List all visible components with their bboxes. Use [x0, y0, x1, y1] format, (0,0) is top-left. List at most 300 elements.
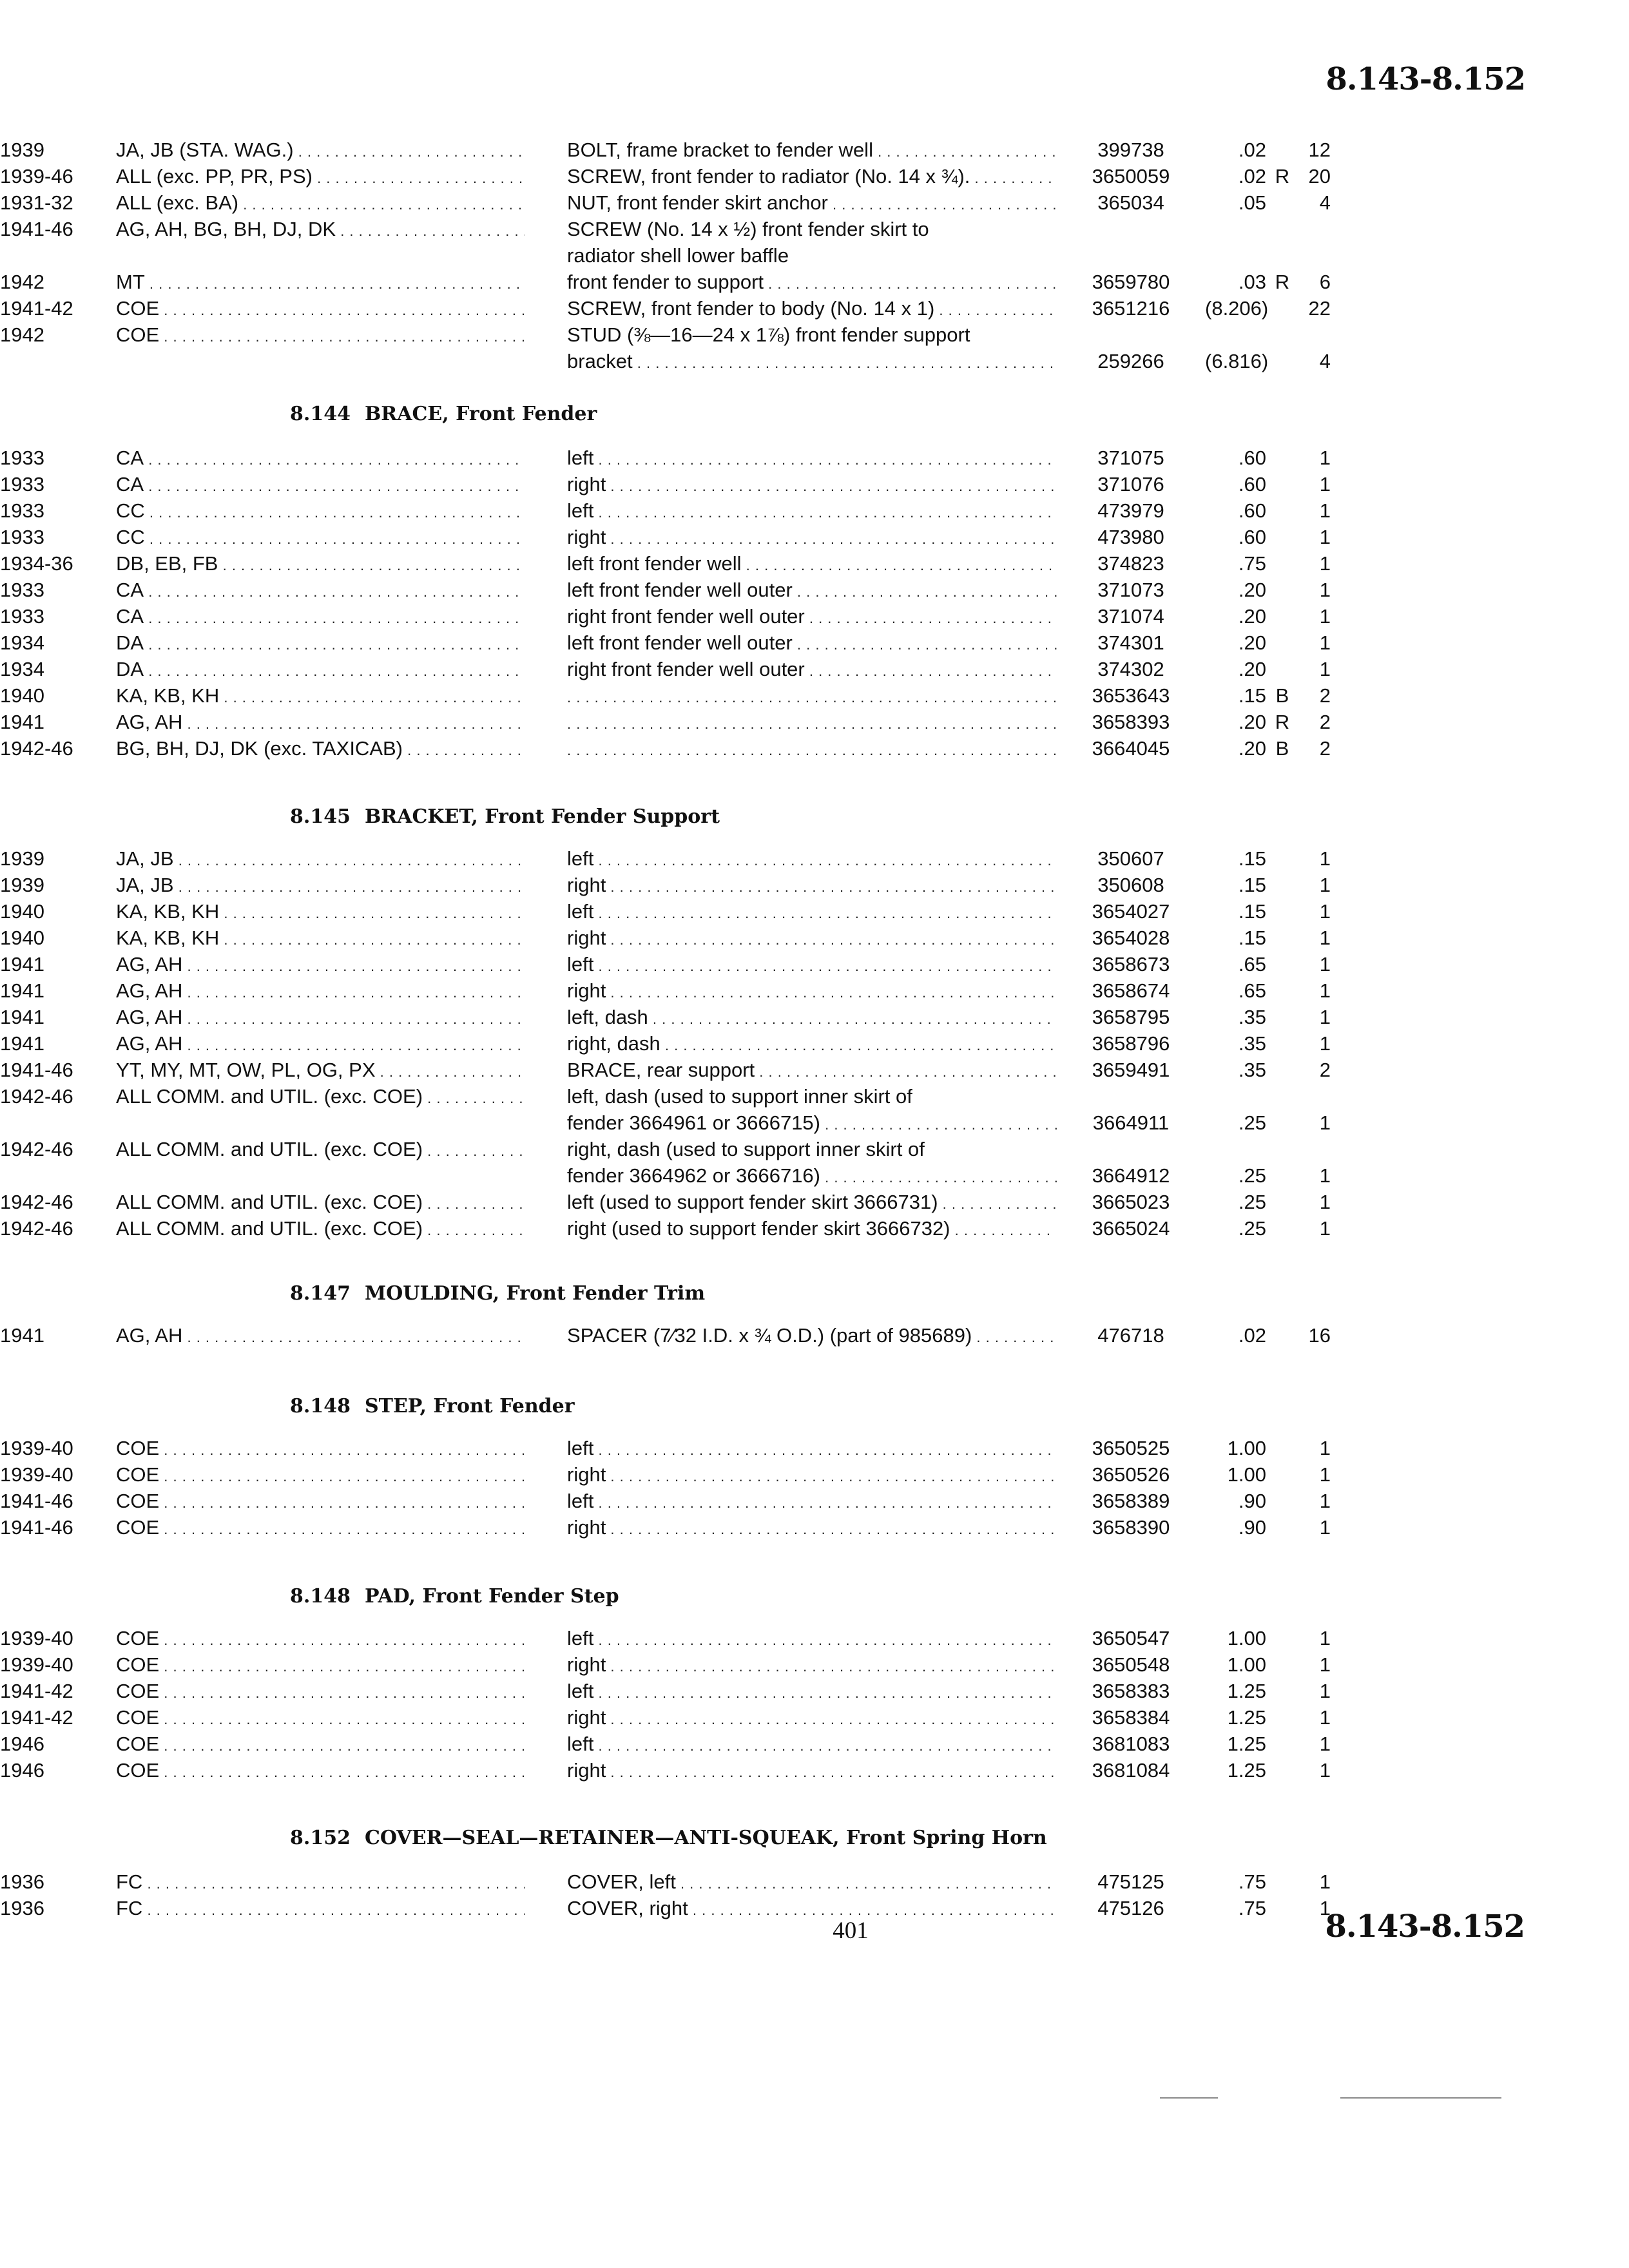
cell-model: ALL (exc. BA) . . .	[116, 189, 525, 218]
cell-part: 374823	[1097, 552, 1164, 575]
cell-model: COE . . .	[116, 1625, 525, 1653]
cell-model: COE . . .	[116, 1651, 525, 1680]
cell-qty: 1	[1319, 447, 1331, 469]
cell-qty: 1	[1319, 927, 1331, 949]
cell-year: 1939-40	[0, 1653, 73, 1676]
cell-year: 1933	[0, 473, 44, 495]
cell-qty: 1	[1319, 1870, 1331, 1893]
cell-year: 1939	[0, 139, 44, 161]
cell-qty: 1	[1319, 658, 1331, 680]
cell-model: COE . . .	[116, 1678, 525, 1706]
cell-desc: left . . .	[567, 1488, 1057, 1516]
cell-model: ALL COMM. and UTIL. (exc. COE) . . .	[116, 1189, 525, 1217]
table-row	[0, 1869, 1331, 1895]
section-title: BRACE, Front Fender	[364, 403, 597, 425]
cell-part: 3658795	[1092, 1006, 1170, 1028]
cell-part: 3664912	[1092, 1164, 1170, 1187]
cell-part: 350607	[1097, 847, 1164, 870]
cell-desc: right . . .	[567, 925, 1057, 953]
cell-year: 1942	[0, 323, 44, 346]
cell-price: .35	[1238, 1006, 1266, 1028]
cell-year: 1939-46	[0, 165, 73, 187]
section-heading	[290, 1827, 1047, 1849]
cell-part: 3658393	[1092, 711, 1170, 733]
cell-model: KA, KB, KH . . .	[116, 925, 525, 953]
cell-price: .20	[1238, 737, 1266, 760]
cell-year: 1941	[0, 953, 44, 975]
table-row	[0, 977, 1331, 1004]
table-row	[0, 1625, 1331, 1651]
cell-price: (8.206)	[1205, 297, 1269, 320]
cell-qty: 1	[1319, 1164, 1331, 1187]
scan-artifact-line	[1160, 2097, 1218, 2099]
cell-price: .90	[1238, 1490, 1266, 1512]
cell-part: 3654027	[1092, 900, 1170, 923]
cell-desc: bracket . . .	[567, 348, 1057, 376]
cell-desc: fender 3664961 or 3666715) . . .	[567, 1110, 1057, 1138]
cell-model: MT . . .	[116, 269, 525, 297]
cell-price: .15	[1238, 847, 1266, 870]
cell-part: 350608	[1097, 874, 1164, 896]
section-heading	[290, 805, 720, 828]
cell-qty: 1	[1319, 552, 1331, 575]
cell-part: 3651216	[1092, 297, 1170, 320]
cell-qty: 1	[1319, 979, 1331, 1002]
cell-model: AG, AH . . .	[116, 1030, 525, 1059]
cell-desc: left . . .	[567, 497, 1057, 526]
cell-price: 1.25	[1227, 1759, 1266, 1782]
cell-desc: fender 3664962 or 3666716) . . .	[567, 1162, 1057, 1191]
cell-year: 1941-42	[0, 297, 73, 320]
cell-model: AG, AH . . .	[116, 977, 525, 1006]
cell-qty: 2	[1319, 684, 1331, 707]
cell-desc: left . . .	[567, 445, 1057, 473]
cell-year: 1933	[0, 526, 44, 548]
cell-part: 371075	[1097, 447, 1164, 469]
cell-model: KA, KB, KH . . .	[116, 682, 525, 711]
cell-qty: 1	[1319, 1680, 1331, 1702]
cell-price: .65	[1238, 979, 1266, 1002]
cell-price: .20	[1238, 605, 1266, 628]
cell-year: 1946	[0, 1759, 44, 1782]
cell-price: .25	[1238, 1191, 1266, 1213]
table-row	[0, 348, 1331, 374]
cell-model: AG, AH . . .	[116, 1322, 525, 1350]
cell-desc: SCREW, front fender to body (No. 14 x 1) . . .	[567, 295, 1057, 323]
cell-year: 1941-46	[0, 1490, 73, 1512]
table-row	[0, 471, 1331, 497]
cell-part: 3665023	[1092, 1191, 1170, 1213]
cell-flag: R	[1275, 271, 1290, 293]
cell-desc: left . . .	[567, 1731, 1057, 1759]
cell-price: .25	[1238, 1217, 1266, 1240]
table-row	[0, 1004, 1331, 1030]
cell-qty: 1	[1319, 1706, 1331, 1729]
table-row	[0, 497, 1331, 524]
table-row	[0, 1895, 1331, 1921]
cell-qty: 22	[1308, 297, 1331, 320]
cell-qty: 1	[1319, 900, 1331, 923]
cell-price: 1.25	[1227, 1680, 1266, 1702]
cell-qty: 1	[1319, 579, 1331, 601]
cell-part: 473980	[1097, 526, 1164, 548]
section-heading	[290, 403, 597, 425]
table-row	[0, 603, 1331, 629]
cell-qty: 1	[1319, 1516, 1331, 1539]
cell-qty: 1	[1319, 1032, 1331, 1055]
cell-part: 259266	[1097, 350, 1164, 372]
table-row	[0, 269, 1331, 295]
cell-model: CA . . .	[116, 577, 525, 605]
cell-desc: right front fender well outer . . .	[567, 656, 1057, 684]
cell-qty: 1	[1319, 1191, 1331, 1213]
table-row	[0, 1757, 1331, 1783]
cell-desc: BRACE, rear support . . .	[567, 1057, 1057, 1085]
table-row	[0, 137, 1331, 163]
table-row	[0, 163, 1331, 189]
cell-part: 3658389	[1092, 1490, 1170, 1512]
table-row	[0, 925, 1331, 951]
cell-desc	[567, 682, 1057, 711]
table-row	[0, 1488, 1331, 1514]
cell-flag: B	[1275, 684, 1289, 707]
cell-desc: front fender to support . . .	[567, 269, 1057, 297]
cell-part: 374301	[1097, 631, 1164, 654]
cell-model: JA, JB . . .	[116, 845, 525, 874]
cell-part: 3650059	[1092, 165, 1170, 187]
scan-artifact-line	[1340, 2097, 1501, 2099]
table-row	[0, 898, 1331, 925]
cell-qty: 1	[1319, 953, 1331, 975]
cell-desc: COVER, right . . .	[567, 1895, 1057, 1923]
cell-qty: 2	[1319, 737, 1331, 760]
section-heading	[290, 1395, 575, 1418]
section-heading	[290, 1585, 619, 1608]
cell-desc: right . . .	[567, 1461, 1057, 1490]
cell-qty: 16	[1308, 1324, 1331, 1347]
cell-model: COE . . .	[116, 1461, 525, 1490]
cell-desc: SCREW, front fender to radiator (No. 14 x ¾). . . .	[567, 163, 1057, 191]
cell-desc: right . . .	[567, 872, 1057, 900]
cell-price: .20	[1238, 579, 1266, 601]
cell-model: AG, AH, BG, BH, DJ, DK . . .	[116, 216, 525, 244]
cell-price: .15	[1238, 684, 1266, 707]
cell-part: 365034	[1097, 191, 1164, 214]
cell-model: ALL COMM. and UTIL. (exc. COE) . . .	[116, 1136, 525, 1164]
cell-part: 3654028	[1092, 927, 1170, 949]
cell-desc: left . . .	[567, 951, 1057, 979]
table-row	[0, 735, 1331, 762]
cell-year: 1940	[0, 900, 44, 923]
cell-year: 1936	[0, 1897, 44, 1919]
cell-model: FC . . .	[116, 1895, 525, 1923]
cell-year: 1933	[0, 499, 44, 522]
cell-desc: right . . .	[567, 471, 1057, 499]
cell-model: BG, BH, DJ, DK (exc. TAXICAB) . . .	[116, 735, 525, 764]
cell-year: 1942-46	[0, 1191, 73, 1213]
cell-qty: 1	[1319, 1759, 1331, 1782]
cell-price: .03	[1238, 271, 1266, 293]
cell-year: 1941	[0, 979, 44, 1002]
cell-price: .02	[1238, 1324, 1266, 1347]
cell-qty: 1	[1319, 631, 1331, 654]
cell-model: COE . . .	[116, 1757, 525, 1785]
cell-part: 3650526	[1092, 1463, 1170, 1486]
table-row	[0, 1678, 1331, 1704]
cell-part: 399738	[1097, 139, 1164, 161]
cell-model: CA . . .	[116, 471, 525, 499]
cell-flag: R	[1275, 711, 1290, 733]
table-row	[0, 872, 1331, 898]
cell-model: CA . . .	[116, 603, 525, 631]
cell-qty: 1	[1319, 473, 1331, 495]
cell-price: 1.25	[1227, 1706, 1266, 1729]
cell-qty: 1	[1319, 1111, 1331, 1134]
cell-year: 1939	[0, 874, 44, 896]
table-row	[0, 1110, 1331, 1136]
cell-model: DB, EB, FB . . .	[116, 550, 525, 579]
cell-price: .20	[1238, 658, 1266, 680]
table-row	[0, 1162, 1331, 1189]
cell-year: 1933	[0, 447, 44, 469]
cell-desc	[567, 709, 1057, 737]
cell-desc: left, dash . . .	[567, 1004, 1057, 1032]
table-row	[0, 295, 1331, 322]
cell-desc: left . . .	[567, 1678, 1057, 1706]
table-row	[0, 629, 1331, 656]
cell-year: 1941-42	[0, 1680, 73, 1702]
cell-part: 3658390	[1092, 1516, 1170, 1539]
cell-price: .75	[1238, 552, 1266, 575]
cell-price: 1.00	[1227, 1463, 1266, 1486]
table-row	[0, 1057, 1331, 1083]
cell-model: AG, AH . . .	[116, 709, 525, 737]
cell-price: .75	[1238, 1897, 1266, 1919]
cell-year: 1934	[0, 631, 44, 654]
cell-price: 1.25	[1227, 1733, 1266, 1755]
cell-part: 473979	[1097, 499, 1164, 522]
cell-model: ALL COMM. and UTIL. (exc. COE) . . .	[116, 1083, 525, 1111]
cell-year: 1939-40	[0, 1463, 73, 1486]
table-row	[0, 682, 1331, 709]
table-row	[0, 656, 1331, 682]
cell-price: .15	[1238, 874, 1266, 896]
cell-qty: 6	[1319, 271, 1331, 293]
cell-year: 1939-40	[0, 1627, 73, 1649]
cell-year: 1941	[0, 1032, 44, 1055]
section-title: STEP, Front Fender	[364, 1395, 575, 1418]
section-title: PAD, Front Fender Step	[364, 1585, 619, 1608]
cell-desc: BOLT, frame bracket to fender well . . .	[567, 137, 1057, 165]
section-number: 8.148	[290, 1585, 351, 1608]
cell-qty: 1	[1319, 1437, 1331, 1459]
cell-qty: 20	[1308, 165, 1331, 187]
cell-qty: 4	[1319, 350, 1331, 372]
cell-qty: 1	[1319, 1490, 1331, 1512]
table-row	[0, 1704, 1331, 1731]
cell-desc: left front fender well outer . . .	[567, 629, 1057, 658]
cell-part: 3659491	[1092, 1059, 1170, 1081]
section-title: COVER—SEAL—RETAINER—ANTI-SQUEAK, Front Spring Horn	[364, 1827, 1047, 1849]
cell-qty: 12	[1308, 139, 1331, 161]
cell-year: 1942-46	[0, 737, 73, 760]
cell-qty: 1	[1319, 1653, 1331, 1676]
cell-model: COE . . .	[116, 1514, 525, 1542]
cell-desc: SPACER (7⁄32 I.D. x ¾ O.D.) (part of 985689) . . .	[567, 1322, 1057, 1350]
cell-desc: right . . .	[567, 1514, 1057, 1542]
cell-price: .15	[1238, 900, 1266, 923]
cell-desc: left . . .	[567, 1625, 1057, 1653]
cell-price: .15	[1238, 927, 1266, 949]
cell-year: 1941-46	[0, 1516, 73, 1539]
section-number: 8.145	[290, 805, 351, 828]
cell-part: 3681083	[1092, 1733, 1170, 1755]
cell-year: 1940	[0, 684, 44, 707]
cell-model: ALL (exc. PP, PR, PS) . . .	[116, 163, 525, 191]
cell-model: FC . . .	[116, 1869, 525, 1897]
cell-price: .20	[1238, 711, 1266, 733]
table-row	[0, 1651, 1331, 1678]
cell-model: ALL COMM. and UTIL. (exc. COE) . . .	[116, 1215, 525, 1244]
section-number: 8.147	[290, 1282, 351, 1305]
cell-desc: right . . .	[567, 977, 1057, 1006]
cell-qty: 1	[1319, 605, 1331, 628]
cell-qty: 1	[1319, 526, 1331, 548]
cell-model: DA . . .	[116, 629, 525, 658]
table-row	[0, 951, 1331, 977]
cell-model: AG, AH . . .	[116, 951, 525, 979]
cell-year: 1936	[0, 1870, 44, 1893]
cell-qty: 1	[1319, 1006, 1331, 1028]
cell-price: 1.00	[1227, 1653, 1266, 1676]
cell-model: COE . . .	[116, 1488, 525, 1516]
cell-desc: STUD (⅜—16—24 x 1⅞) front fender support	[567, 323, 970, 346]
cell-desc: right . . .	[567, 1757, 1057, 1785]
cell-desc: NUT, front fender skirt anchor . . .	[567, 189, 1057, 218]
cell-price: .60	[1238, 447, 1266, 469]
cell-desc: left (used to support fender skirt 3666731) . . .	[567, 1189, 1057, 1217]
table-row	[0, 550, 1331, 577]
cell-price: .90	[1238, 1516, 1266, 1539]
cell-part: 3653643	[1092, 684, 1170, 707]
cell-model: JA, JB (STA. WAG.) . . .	[116, 137, 525, 165]
cell-year: 1941	[0, 1324, 44, 1347]
cell-price: .60	[1238, 526, 1266, 548]
cell-qty: 1	[1319, 1733, 1331, 1755]
table-row	[0, 242, 1327, 269]
table-row	[0, 709, 1331, 735]
table-row	[0, 1136, 1327, 1162]
cell-model: CA . . .	[116, 445, 525, 473]
cell-desc: left . . .	[567, 898, 1057, 927]
cell-price: .60	[1238, 499, 1266, 522]
cell-model: CC . . .	[116, 524, 525, 552]
section-number: 8.144	[290, 403, 351, 425]
cell-desc: right, dash (used to support inner skirt of	[567, 1138, 925, 1160]
cell-year: 1941-42	[0, 1706, 73, 1729]
cell-price: .75	[1238, 1870, 1266, 1893]
cell-year: 1941	[0, 1006, 44, 1028]
cell-year: 1941	[0, 711, 44, 733]
header-section-range: 8.143-8.152	[1325, 61, 1525, 97]
cell-desc: right . . .	[567, 1704, 1057, 1733]
table-row	[0, 845, 1331, 872]
cell-year: 1941-46	[0, 1059, 73, 1081]
cell-year: 1931-32	[0, 191, 73, 214]
cell-part: 3658384	[1092, 1706, 1170, 1729]
cell-flag: B	[1275, 737, 1289, 760]
cell-model: CC . . .	[116, 497, 525, 526]
table-row	[0, 1030, 1331, 1057]
cell-desc	[567, 735, 1057, 764]
cell-year: 1940	[0, 927, 44, 949]
cell-qty: 1	[1319, 874, 1331, 896]
cell-part: 374302	[1097, 658, 1164, 680]
cell-model: COE . . .	[116, 1731, 525, 1759]
cell-price: .25	[1238, 1164, 1266, 1187]
table-row	[0, 1435, 1331, 1461]
cell-year: 1942-46	[0, 1217, 73, 1240]
cell-price: .05	[1238, 191, 1266, 214]
cell-part: 3658383	[1092, 1680, 1170, 1702]
cell-part: 3664045	[1092, 737, 1170, 760]
cell-desc: COVER, left . . .	[567, 1869, 1057, 1897]
cell-year: 1933	[0, 579, 44, 601]
section-heading	[290, 1282, 705, 1305]
cell-part: 3650548	[1092, 1653, 1170, 1676]
section-title: BRACKET, Front Fender Support	[364, 805, 720, 828]
cell-price: .35	[1238, 1059, 1266, 1081]
cell-price: .02	[1238, 165, 1266, 187]
cell-model: COE . . .	[116, 1704, 525, 1733]
cell-qty: 1	[1319, 1897, 1331, 1919]
table-row	[0, 577, 1331, 603]
cell-desc: right . . .	[567, 524, 1057, 552]
table-row	[0, 524, 1331, 550]
footer-section-range: 8.143-8.152	[1325, 1908, 1525, 1945]
cell-desc: right . . .	[567, 1651, 1057, 1680]
cell-model: AG, AH . . .	[116, 1004, 525, 1032]
table-row	[0, 1322, 1331, 1349]
cell-desc: left, dash (used to support inner skirt of	[567, 1085, 912, 1108]
table-row	[0, 322, 1327, 348]
cell-price: (6.816)	[1205, 350, 1269, 372]
cell-model: COE . . .	[116, 295, 525, 323]
cell-part: 3650547	[1092, 1627, 1170, 1649]
cell-part: 3650525	[1092, 1437, 1170, 1459]
cell-price: .60	[1238, 473, 1266, 495]
cell-part: 476718	[1097, 1324, 1164, 1347]
cell-qty: 2	[1319, 711, 1331, 733]
page-number: 401	[833, 1917, 869, 1944]
cell-year: 1942-46	[0, 1138, 73, 1160]
cell-desc: right front fender well outer . . .	[567, 603, 1057, 631]
cell-model: COE . . .	[116, 1435, 525, 1463]
cell-part: 3658674	[1092, 979, 1170, 1002]
table-row	[0, 189, 1331, 216]
cell-qty: 1	[1319, 1217, 1331, 1240]
cell-desc: right, dash . . .	[567, 1030, 1057, 1059]
cell-qty: 1	[1319, 1627, 1331, 1649]
cell-part: 3681084	[1092, 1759, 1170, 1782]
cell-model: JA, JB . . .	[116, 872, 525, 900]
cell-part: 371076	[1097, 473, 1164, 495]
cell-part: 3664911	[1092, 1111, 1170, 1134]
table-row	[0, 1461, 1331, 1488]
table-row	[0, 216, 1327, 242]
cell-desc: radiator shell lower baffle	[567, 244, 789, 267]
cell-part: 3658796	[1092, 1032, 1170, 1055]
